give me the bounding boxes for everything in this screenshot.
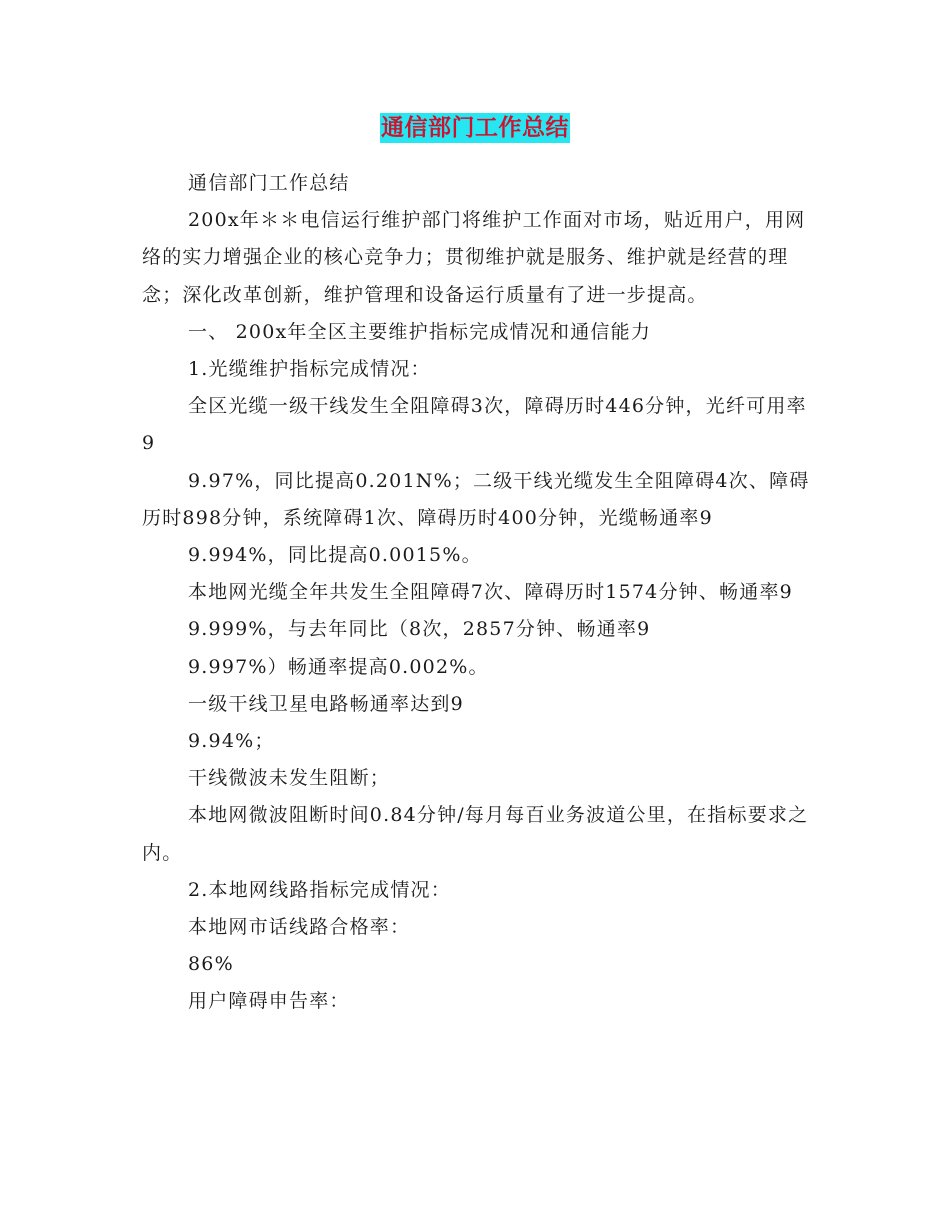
paragraph: 9.999%，与去年同比（8次，2857分钟、畅通率9 [188,618,651,641]
document-body [142,165,810,1021]
paragraph: 86% [188,953,234,976]
subsection-heading-1: 1.光缆维护指标完成情况： [188,358,431,381]
subsection-heading-2: 2.本地网线路指标完成情况： [188,878,451,901]
section-heading-1: 一、 200x年全区主要维护指标完成情况和通信能力 [188,320,652,343]
paragraph: 9.994%，同比提高0.0015%。 [188,544,482,567]
paragraph: 9.94%； [188,730,275,753]
paragraph: 本地网微波阻断时间0.84分钟/每月每百业务波道公里，在指标要求之内。 [142,804,809,864]
document-title: 通信部门工作总结 [381,114,569,141]
paragraph: 本地网市话线路合格率： [188,916,411,939]
paragraph: 一级干线卫星电路畅通率达到9 [188,692,464,715]
paragraph-subtitle: 通信部门工作总结 [188,172,350,194]
paragraph: 本地网光缆全年共发生全阻障碍7次、障碍历时1574分钟、畅通率9 [188,581,793,604]
title-container [0,113,950,143]
paragraph: 9.97%，同比提高0.201N%；二级干线光缆发生全阻障碍4次、障碍历时898分钟，系统障碍1次、障碍历时400分钟，光缆畅通率9 [142,469,810,529]
paragraph-intro: 200x年＊＊电信运行维护部门将维护工作面对市场，贴近用户，用网络的实力增强企业的核心竞争力；贯彻维护就是服务、维护就是经营的理念；深化改革创新，维护管理和设备运行质量有了进一步提高。 [142,209,806,306]
paragraph: 干线微波未发生阻断； [188,767,391,790]
paragraph: 用户障碍申告率： [188,990,350,1013]
paragraph: 9.997%）畅通率提高0.002%。 [188,655,489,678]
paragraph: 全区光缆一级干线发生全阻障碍3次，障碍历时446分钟，光纤可用率9 [142,395,807,455]
